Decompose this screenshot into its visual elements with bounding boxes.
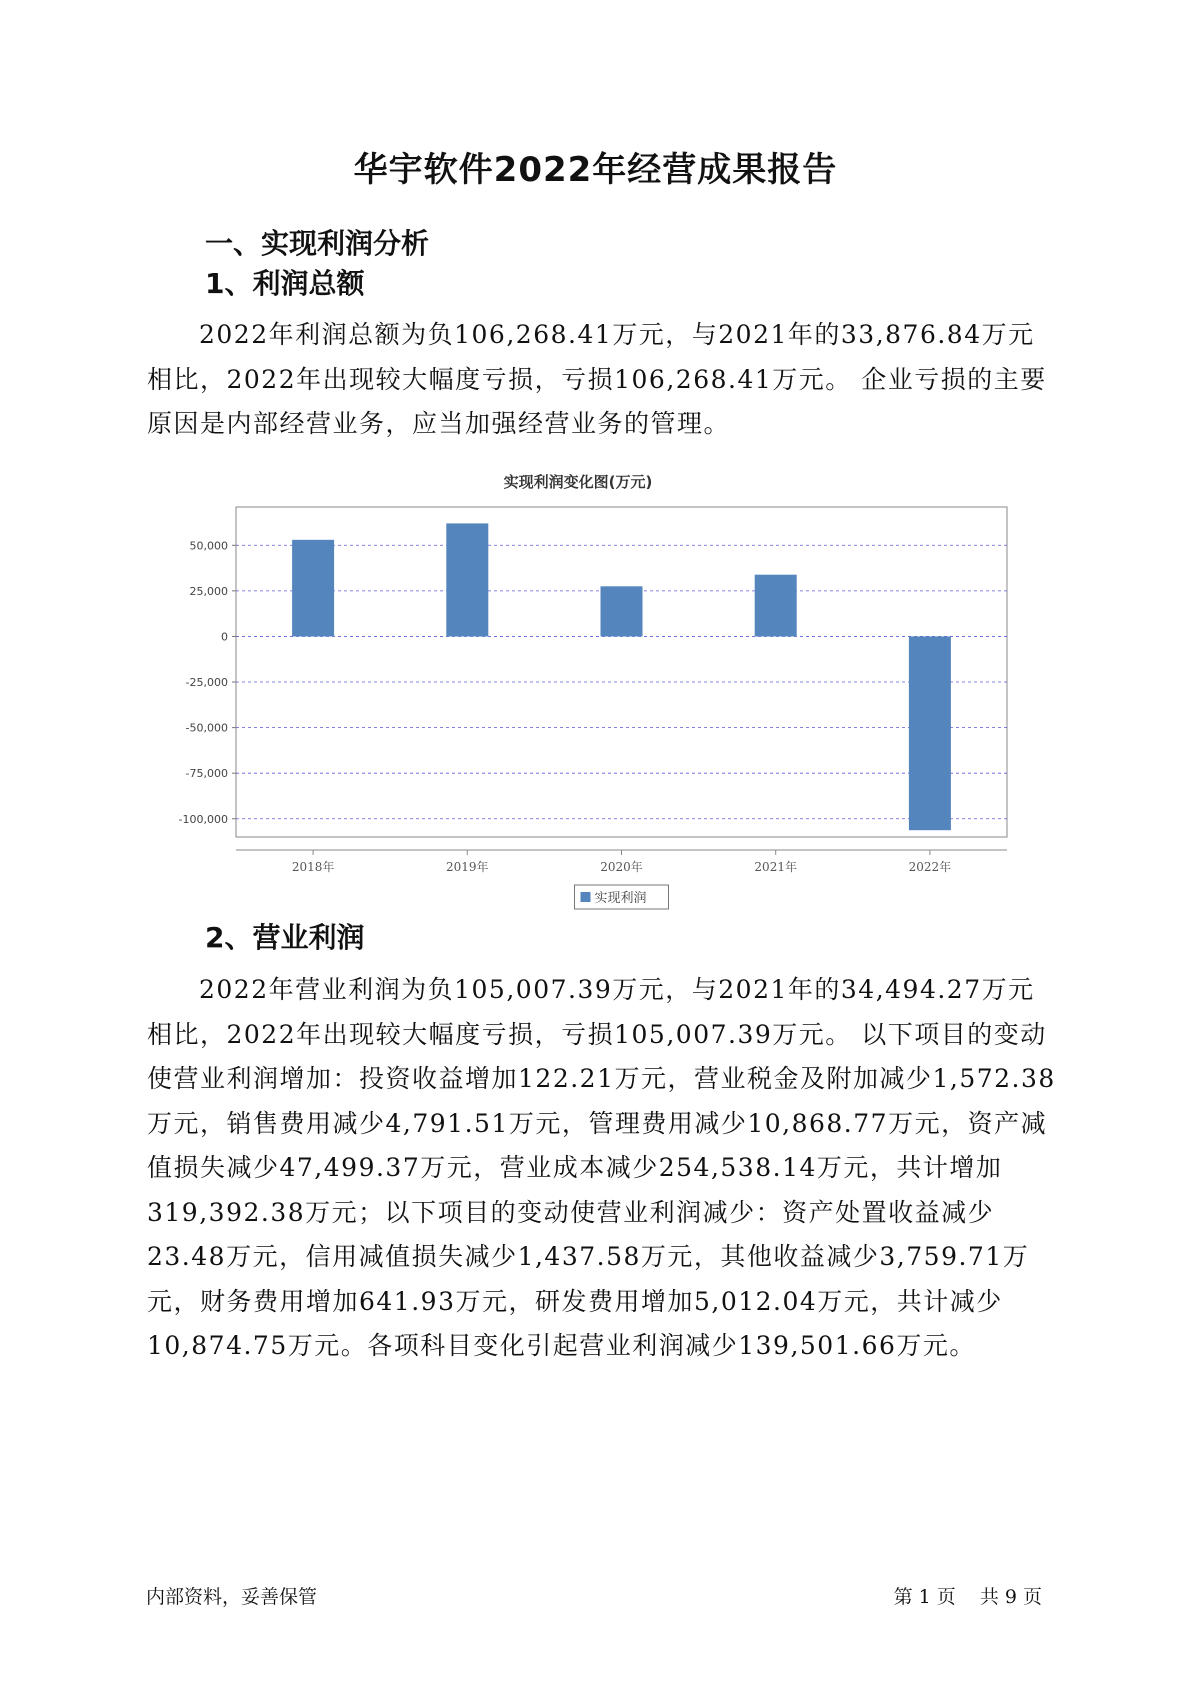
bar-2022年: [909, 636, 951, 830]
x-tick-label: 2022年: [908, 860, 952, 874]
total-prefix: 共: [979, 1586, 999, 1608]
legend-swatch: [581, 892, 591, 902]
page-number: 1: [918, 1586, 931, 1608]
y-tick-label: 50,000: [189, 539, 228, 553]
total-suffix: 页: [1022, 1586, 1042, 1608]
section-heading-profit-analysis: 一、实现利润分析: [205, 227, 430, 260]
legend-label: 实现利润: [594, 891, 647, 906]
y-tick-label: -75,000: [185, 767, 228, 781]
plot-area: [236, 507, 1007, 837]
x-tick-label: 2021年: [754, 860, 797, 874]
x-tick-label: 2019年: [446, 860, 489, 874]
bar-2018年: [292, 540, 334, 637]
subsection-heading-operating-profit: 2、营业利润: [205, 921, 365, 954]
y-tick-label: 25,000: [189, 584, 228, 598]
operating-profit-paragraph: 2022年营业利润为负105,007.39万元，与2021年的34,494.27万元相比，2022年出现较大幅度亏损，亏损105,007.39万元。 以下项目的变动使营业利润增加：投资收益增加122.21万元，营业税金及附加减少1,572.38万元，销售费用减少4,791.51万元，管理费用减少10,868.77万元，资产减值损失减少47,499.37万元，营业成本减少254,538.14万元，共计增加319,392.38万元；以下项目的变动使营业利润减少：资产处置收益减少23.48万元，信用减值损失减少1,437.58万元，其他收益减少3,759.71万元，财务费用增加641.93万元，研发费用增加5,012.04万元，共计减少10,874.75万元。各项科目变化引起营业利润减少139,501.66万元。: [147, 975, 1056, 1360]
footer-page-info: [891, 1582, 1045, 1609]
y-tick-label: -100,000: [178, 812, 228, 826]
y-tick-label: 0: [221, 630, 228, 644]
y-tick-label: -50,000: [185, 721, 228, 735]
total-profit-paragraph: 2022年利润总额为负106,268.41万元，与2021年的33,876.84万元相比，2022年出现较大幅度亏损，亏损106,268.41万元。 企业亏损的主要原因是内部经营业务，应当加强经营业务的管理。: [147, 320, 1047, 438]
page-suffix: 页: [936, 1586, 956, 1608]
x-tick-label: 2018年: [291, 860, 335, 874]
bar-2019年: [446, 523, 488, 636]
page-prefix: 第: [893, 1586, 913, 1608]
y-tick-label: -25,000: [185, 676, 228, 690]
total-pages: 9: [1004, 1586, 1017, 1608]
bar-2021年: [755, 575, 797, 637]
bar-2020年: [601, 586, 643, 636]
x-tick-label: 2020年: [600, 860, 643, 874]
document-title: 华宇软件2022年经营成果报告: [353, 150, 838, 190]
profit-bar-chart: [160, 473, 1020, 906]
chart-title: 实现利润变化图(万元): [503, 473, 653, 491]
footer-confidential-note: 内部资料，妥善保管: [146, 1586, 318, 1608]
subsection-heading-total-profit: 1、利润总额: [205, 267, 365, 300]
